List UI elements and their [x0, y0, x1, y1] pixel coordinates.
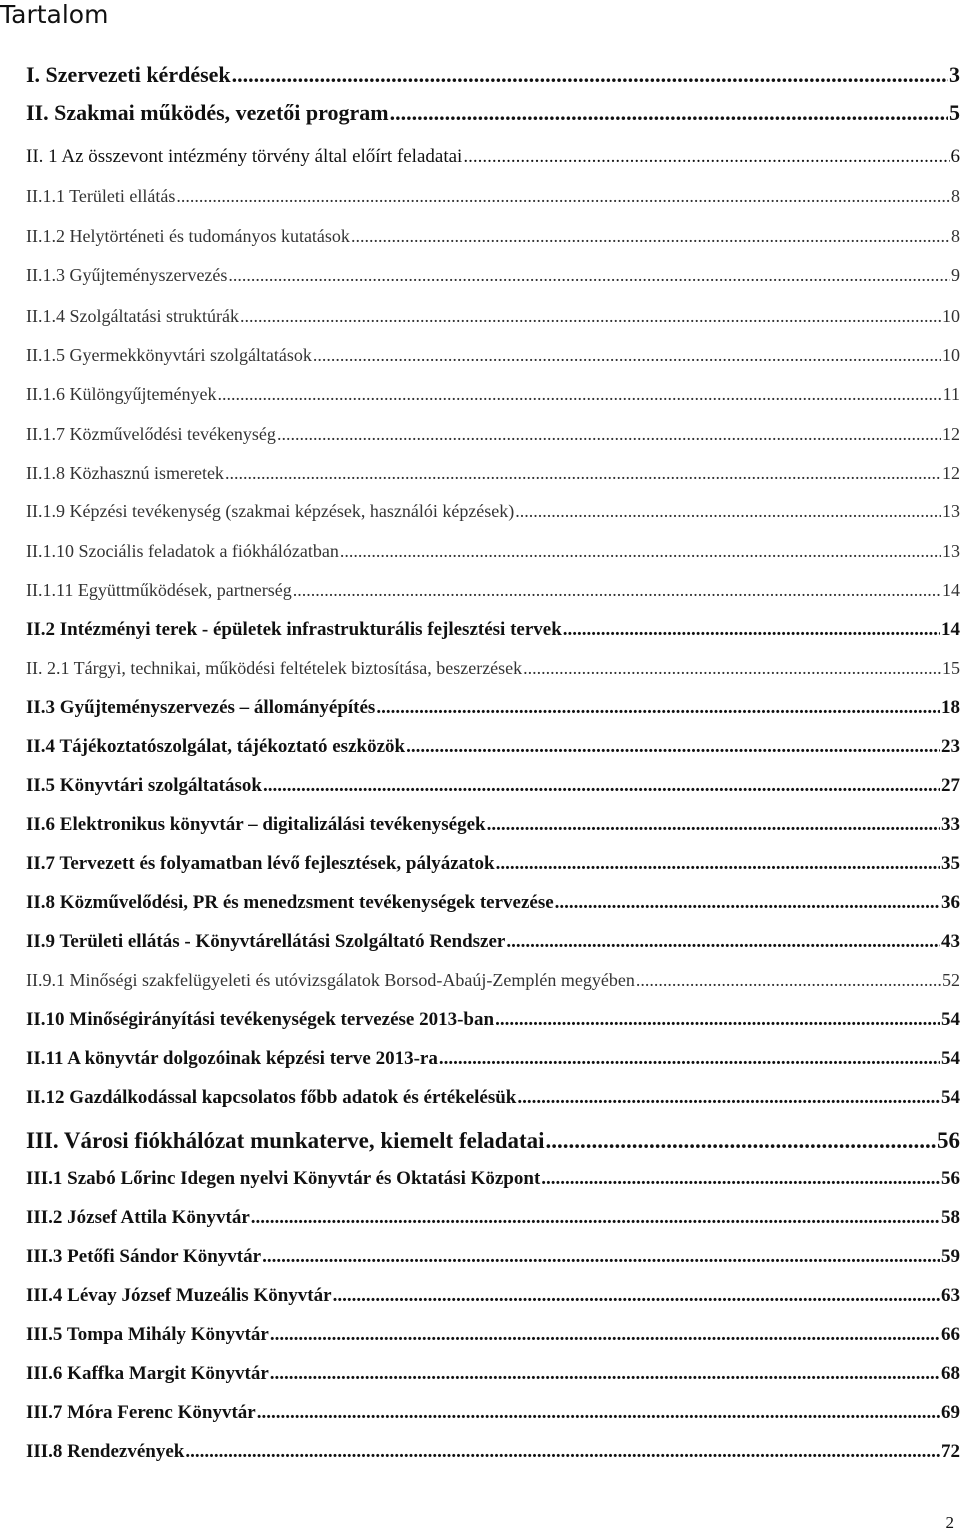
- dot-leader: [523, 658, 941, 679]
- toc-entry[interactable]: [26, 658, 960, 679]
- dot-leader: [555, 892, 940, 914]
- toc-entry[interactable]: [26, 580, 960, 601]
- toc-entry-page-number: 69: [941, 1402, 960, 1423]
- toc-entry-page-number: 52: [942, 970, 960, 990]
- toc-entry-page-number: 15: [942, 658, 960, 678]
- dot-leader: [340, 541, 941, 562]
- toc-entry[interactable]: [26, 853, 960, 875]
- toc-entry-title: II.9 Területi ellátás - Könyvtárellátási Szolgáltató Rendszer: [26, 931, 506, 952]
- toc-entry-page-number: 14: [941, 619, 960, 640]
- dot-leader: [228, 265, 950, 286]
- toc-entry[interactable]: [26, 1009, 960, 1031]
- toc-entry[interactable]: [26, 265, 960, 286]
- toc-entry-page-number: 10: [942, 345, 960, 365]
- dot-leader: [376, 697, 940, 719]
- toc-entry-page-number: 54: [941, 1048, 960, 1069]
- toc-entry[interactable]: [26, 1048, 960, 1070]
- toc-entry-title: III.8 Rendezvények: [26, 1441, 185, 1462]
- dot-leader: [217, 384, 941, 405]
- toc-entry[interactable]: [26, 226, 960, 247]
- toc-entry-page-number: 54: [941, 1087, 960, 1108]
- dot-leader: [270, 1324, 940, 1346]
- toc-entry-title: II.1.2 Helytörténeti és tudományos kutatások: [26, 226, 350, 246]
- dot-leader: [277, 424, 941, 445]
- toc-entry-page-number: 33: [941, 814, 960, 835]
- toc-entry-page-number: 63: [941, 1285, 960, 1306]
- dot-leader: [263, 775, 940, 797]
- toc-entry-title: II.1.11 Együttműködések, partnerség: [26, 580, 292, 600]
- dot-leader: [240, 306, 941, 327]
- toc-entry[interactable]: [26, 62, 960, 88]
- dot-leader: [563, 619, 940, 641]
- toc-entry-page-number: 35: [941, 853, 960, 874]
- toc-entry-title: II.1.6 Különgyűjtemények: [26, 384, 217, 404]
- toc-entry-page-number: 14: [942, 580, 960, 600]
- dot-leader: [439, 1048, 940, 1070]
- toc-entry-page-number: 12: [942, 463, 960, 483]
- toc-entry[interactable]: [26, 424, 960, 445]
- toc-entry-page-number: 27: [941, 775, 960, 796]
- dot-leader: [185, 1441, 940, 1463]
- dot-leader: [333, 1285, 940, 1307]
- toc-entry[interactable]: [26, 501, 960, 522]
- toc-entry-title: II.4 Tájékoztatószolgálat, tájékoztató eszközök: [26, 736, 406, 757]
- toc-entry-page-number: 9: [951, 265, 960, 285]
- dot-leader: [495, 1009, 940, 1031]
- toc-entry-page-number: 13: [942, 541, 960, 561]
- toc-entry-title: II.11 A könyvtár dolgozóinak képzési terve 2013-ra: [26, 1048, 438, 1069]
- toc-entry-title: II.9.1 Minőségi szakfelügyeleti és utóvizsgálatok Borsod-Abaúj-Zemplén megyében: [26, 970, 635, 990]
- dot-leader: [225, 463, 941, 484]
- toc-entry-page-number: 56: [937, 1128, 960, 1153]
- toc-entry-page-number: 23: [941, 736, 960, 757]
- toc-entry-title: II.1.4 Szolgáltatási struktúrák: [26, 306, 239, 326]
- toc-entry[interactable]: [26, 186, 960, 207]
- page-title: Tartalom: [0, 0, 109, 29]
- toc-entry-title: II.1.9 Képzési tevékenység (szakmai képzések, használói képzések): [26, 501, 515, 521]
- dot-leader: [313, 345, 941, 366]
- toc-entry-page-number: 12: [942, 424, 960, 444]
- toc-entry-title: II.1.3 Gyűjteményszervezés: [26, 265, 228, 285]
- dot-leader: [176, 186, 950, 207]
- toc-entry-page-number: 10: [942, 306, 960, 326]
- toc-entry-page-number: 5: [949, 100, 960, 125]
- toc-entry[interactable]: [26, 384, 960, 405]
- toc-entry-page-number: 8: [951, 226, 960, 246]
- toc-entry-page-number: 6: [950, 146, 960, 167]
- dot-leader: [546, 1128, 936, 1154]
- toc-entry-title: II.1.10 Szociális feladatok a fiókhálózatban: [26, 541, 339, 561]
- toc-entry[interactable]: [26, 1285, 960, 1307]
- toc-entry-page-number: 3: [949, 62, 960, 87]
- toc-entry-page-number: 36: [941, 892, 960, 913]
- toc-entry-title: III.4 Lévay József Muzeális Könyvtár: [26, 1285, 332, 1306]
- toc-entry[interactable]: [26, 1441, 960, 1463]
- toc-entry-title: II. 2.1 Tárgyi, technikai, működési feltételek biztosítása, beszerzések: [26, 658, 523, 678]
- toc-entry-title: III.2 József Attila Könyvtár: [26, 1207, 250, 1228]
- dot-leader: [270, 1363, 940, 1385]
- toc-entry[interactable]: [26, 1363, 960, 1385]
- toc-entry-title: II.12 Gazdálkodással kapcsolatos főbb adatok és értékelésük: [26, 1087, 517, 1108]
- dot-leader: [506, 931, 940, 953]
- toc-entry-title: II.1.5 Gyermekkönyvtári szolgáltatások: [26, 345, 312, 365]
- toc-entry[interactable]: [26, 697, 960, 719]
- toc-entry[interactable]: [26, 463, 960, 484]
- toc-entry-title: III.1 Szabó Lőrinc Idegen nyelvi Könyvtár és Oktatási Központ: [26, 1168, 541, 1189]
- toc-entry-page-number: 56: [941, 1168, 960, 1189]
- toc-entry[interactable]: [26, 931, 960, 953]
- toc-entry-page-number: 13: [942, 501, 960, 521]
- toc-entry-page-number: 59: [941, 1246, 960, 1267]
- dot-leader: [463, 146, 949, 168]
- dot-leader: [541, 1168, 940, 1190]
- toc-entry[interactable]: [26, 1207, 960, 1229]
- toc-entry-title: III. Városi fiókhálózat munkaterve, kiemelt feladatai: [26, 1128, 545, 1153]
- toc-entry[interactable]: [26, 814, 960, 836]
- toc-entry-page-number: 68: [941, 1363, 960, 1384]
- dot-leader: [515, 501, 941, 522]
- toc-entry-title: II.1.1 Területi ellátás: [26, 186, 176, 206]
- toc-entry[interactable]: [26, 1168, 960, 1190]
- toc-entry-title: III.5 Tompa Mihály Könyvtár: [26, 1324, 269, 1345]
- dot-leader: [496, 853, 940, 875]
- page-number: 2: [945, 1513, 954, 1532]
- toc-entry[interactable]: [26, 146, 960, 168]
- toc-entry[interactable]: [26, 1402, 960, 1424]
- toc-entry[interactable]: [26, 541, 960, 562]
- toc-entry[interactable]: [26, 736, 960, 758]
- toc-entry-title: I. Szervezeti kérdések: [26, 62, 231, 87]
- toc-entry-title: III.6 Kaffka Margit Könyvtár: [26, 1363, 269, 1384]
- toc-entry-title: II.1.8 Közhasznú ismeretek: [26, 463, 224, 483]
- dot-leader: [517, 1087, 940, 1109]
- toc-entry[interactable]: [26, 775, 960, 797]
- toc-entry-title: II.8 Közművelődési, PR és menedzsment tevékenységek tervezése: [26, 892, 554, 913]
- toc-entry-page-number: 18: [941, 697, 960, 718]
- toc-entry-title: II. Szakmai működés, vezetői program: [26, 100, 389, 125]
- toc-entry-title: II.6 Elektronikus könyvtár – digitalizálási tevékenységek: [26, 814, 486, 835]
- dot-leader: [636, 970, 941, 991]
- dot-leader: [487, 814, 940, 836]
- toc-entry[interactable]: [26, 100, 960, 126]
- toc-entry-title: II.7 Tervezett és folyamatban lévő fejlesztések, pályázatok: [26, 853, 495, 874]
- toc-entry[interactable]: [26, 306, 960, 327]
- dot-leader: [262, 1246, 940, 1268]
- toc-entry[interactable]: [26, 970, 960, 991]
- toc-entry-title: II.1.7 Közművelődési tevékenység: [26, 424, 276, 444]
- toc-entry[interactable]: [26, 1087, 960, 1109]
- toc-entry-page-number: 72: [941, 1441, 960, 1462]
- toc-entry-title: III.7 Móra Ferenc Könyvtár: [26, 1402, 256, 1423]
- dot-leader: [251, 1207, 940, 1229]
- toc-entry[interactable]: [26, 1246, 960, 1268]
- toc-entry[interactable]: [26, 1128, 960, 1154]
- toc-entry-page-number: 11: [942, 384, 960, 404]
- dot-leader: [351, 226, 950, 247]
- dot-leader: [390, 100, 948, 126]
- toc-entry[interactable]: [26, 1324, 960, 1346]
- toc-entry[interactable]: [26, 619, 960, 641]
- toc-entry-title: II.3 Gyűjteményszervezés – állományépítés: [26, 697, 376, 718]
- toc-entry-title: III.3 Petőfi Sándor Könyvtár: [26, 1246, 262, 1267]
- toc-entry-title: II. 1 Az összevont intézmény törvény által előírt feladatai: [26, 146, 463, 167]
- dot-leader: [406, 736, 940, 758]
- toc-entry-page-number: 58: [941, 1207, 960, 1228]
- toc-entry-page-number: 54: [941, 1009, 960, 1030]
- dot-leader: [257, 1402, 940, 1424]
- toc-entry-page-number: 66: [941, 1324, 960, 1345]
- dot-leader: [293, 580, 941, 601]
- dot-leader: [232, 62, 948, 88]
- toc-entry-page-number: 8: [951, 186, 960, 206]
- toc-entry-title: II.2 Intézményi terek - épületek infrastrukturális fejlesztési tervek: [26, 619, 562, 640]
- toc-entry-title: II.5 Könyvtári szolgáltatások: [26, 775, 262, 796]
- toc-entry[interactable]: [26, 345, 960, 366]
- toc-entry-title: II.10 Minőségirányítási tevékenységek tervezése 2013-ban: [26, 1009, 495, 1030]
- toc-entry-page-number: 43: [941, 931, 960, 952]
- toc-entry[interactable]: [26, 892, 960, 914]
